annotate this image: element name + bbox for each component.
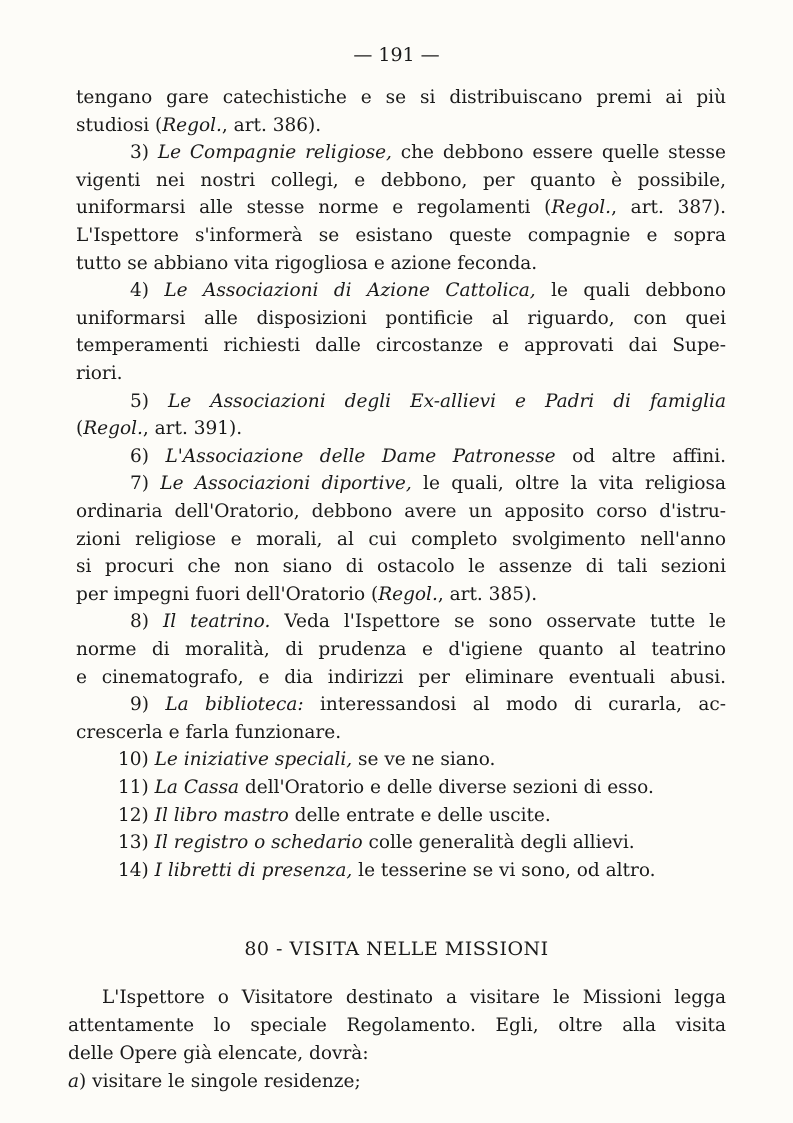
italic-text: Regol. — [162, 114, 222, 136]
text-line — [76, 666, 726, 690]
text-span: crescerla e farla funzionare. — [76, 721, 342, 743]
text-span: ( — [76, 418, 84, 440]
text-span: dell'Oratorio e delle diverse sezioni di esso. — [239, 777, 654, 798]
text-line — [76, 224, 726, 248]
text-span: L'Ispettore o Visitatore destinato a visitare le Missioni legga — [102, 987, 726, 1008]
text-span: zioni religiose e morali, al cui completo svolgimento nell'anno — [76, 528, 726, 550]
text-span: 10) — [118, 749, 155, 771]
text-line — [76, 252, 726, 276]
text-line — [130, 141, 726, 165]
italic-text: Le Associazioni di Azione Cattolica, — [164, 280, 536, 302]
text-line — [130, 610, 726, 634]
text-span: , art. 387). — [611, 197, 726, 219]
text-line — [118, 859, 726, 883]
text-span: le tesserine se vi sono, od altro. — [352, 859, 656, 881]
text-span: attentamente lo speciale Regolamento. Egli, oltre alla visita — [68, 1015, 726, 1036]
text-line — [130, 472, 726, 496]
text-span: 12) — [118, 804, 155, 826]
text-span: tutto se abbiano vita rigogliosa e azione feconda. — [76, 252, 538, 274]
text-span: le quali debbono — [535, 280, 727, 302]
italic-text: Le Associazioni degli Ex-allievi e Padri di famiglia — [167, 390, 726, 412]
text-line — [118, 804, 726, 828]
text-line — [130, 445, 726, 469]
text-span: , art. 385). — [437, 583, 538, 605]
italic-text: Il libro mastro — [154, 804, 289, 826]
text-span: uniformarsi alle stesse norme e regolamenti ( — [76, 197, 552, 219]
text-line — [76, 114, 726, 138]
text-span: ) visitare le singole residenze; — [79, 1071, 361, 1092]
italic-text: Regol. — [83, 418, 143, 440]
text-span: delle entrate e delle uscite. — [288, 804, 551, 826]
italic-text: Regol. — [551, 197, 612, 219]
text-line — [68, 1014, 726, 1038]
text-span: le quali, oltre la vita religiosa — [411, 473, 726, 495]
text-span: se ve ne siano. — [352, 749, 496, 771]
text-span: 14) — [118, 859, 155, 881]
text-line — [68, 1042, 726, 1066]
text-line — [76, 307, 726, 331]
text-span: vigenti nei nostri collegi, e debbono, per quanto è possibile, — [76, 169, 726, 191]
text-span: per impegni fuori dell'Oratorio ( — [76, 583, 379, 605]
text-span: studiosi ( — [76, 114, 163, 136]
text-span: Veda l'Ispettore se sono osservate tutte le — [270, 611, 727, 633]
section-heading: 80 - VISITA NELLE MISSIONI — [244, 938, 549, 960]
text-span: tengano gare catechistiche e se si distribuiscano premi ai più — [76, 87, 726, 108]
italic-text: Le Compagnie religiose, — [157, 142, 392, 164]
text-span: , art. 386). — [221, 114, 322, 136]
text-line — [76, 638, 726, 662]
text-span: interessandosi al modo di curarla, ac- — [303, 694, 726, 716]
text-span: 8) — [130, 611, 163, 633]
italic-text: L'Associazione delle Dame Patronesse — [165, 445, 556, 467]
text-span: riori. — [76, 363, 123, 384]
text-line — [76, 86, 726, 110]
text-line — [76, 583, 726, 607]
text-line — [76, 721, 726, 745]
text-line — [76, 555, 726, 579]
text-span: 7) — [130, 473, 161, 495]
text-line — [76, 169, 726, 193]
text-span: che debbono essere quelle stesse — [391, 142, 726, 164]
text-span: L'Ispettore s'informerà se esistano queste compagnie e sopra — [76, 225, 726, 246]
text-span: od altre affini. — [555, 445, 726, 467]
text-line — [102, 986, 726, 1010]
italic-text: Le Associazioni diportive, — [160, 473, 412, 495]
text-span: 3) — [130, 142, 158, 164]
text-line — [76, 528, 726, 552]
text-span: colle generalità degli allievi. — [362, 832, 635, 854]
text-span: 6) — [130, 445, 166, 467]
text-span: ordinaria dell'Oratorio, debbono avere un apposito corso d'istru- — [76, 501, 726, 522]
text-span: 13) — [118, 832, 155, 854]
italic-text: I libretti di presenza, — [154, 859, 353, 881]
italic-text: La biblioteca: — [165, 694, 304, 716]
text-line — [76, 334, 726, 358]
italic-text: La Cassa — [154, 777, 240, 798]
italic-text: a — [68, 1071, 80, 1092]
text-span: , art. 391). — [142, 418, 243, 440]
text-line — [76, 417, 726, 441]
italic-text: Regol. — [378, 583, 438, 605]
text-line — [76, 362, 726, 386]
text-line — [130, 693, 726, 717]
text-span: 5) — [130, 390, 168, 412]
italic-text: Le iniziative speciali, — [154, 749, 353, 771]
text-line — [118, 776, 726, 800]
text-span: 11) — [118, 777, 155, 798]
text-span: uniformarsi alle disposizioni pontificie al riguardo, con quei — [76, 307, 726, 329]
text-span: si procuri che non siano di ostacolo le assenze di tali sezioni — [76, 556, 726, 578]
italic-text: Il teatrino. — [162, 611, 271, 633]
text-line — [118, 831, 726, 855]
text-span: e cinematografo, e dia indirizzi per eliminare eventuali abusi. — [76, 666, 726, 688]
text-span: delle Opere già elencate, dovrà: — [68, 1043, 369, 1064]
text-line — [76, 196, 726, 220]
italic-text: Il registro o schedario — [154, 832, 363, 854]
text-line — [118, 748, 726, 772]
text-line — [76, 500, 726, 524]
text-span: norme di moralità, di prudenza e d'igiene quanto al teatrino — [76, 639, 726, 660]
text-line — [130, 279, 726, 303]
text-line — [68, 1070, 726, 1094]
text-span: 9) — [130, 694, 166, 716]
page-number: — 191 — — [353, 44, 440, 66]
text-line — [130, 390, 726, 414]
text-span: temperamenti richiesti dalle circostanze e approvati dai Supe- — [76, 335, 726, 357]
text-span: 4) — [130, 280, 165, 302]
